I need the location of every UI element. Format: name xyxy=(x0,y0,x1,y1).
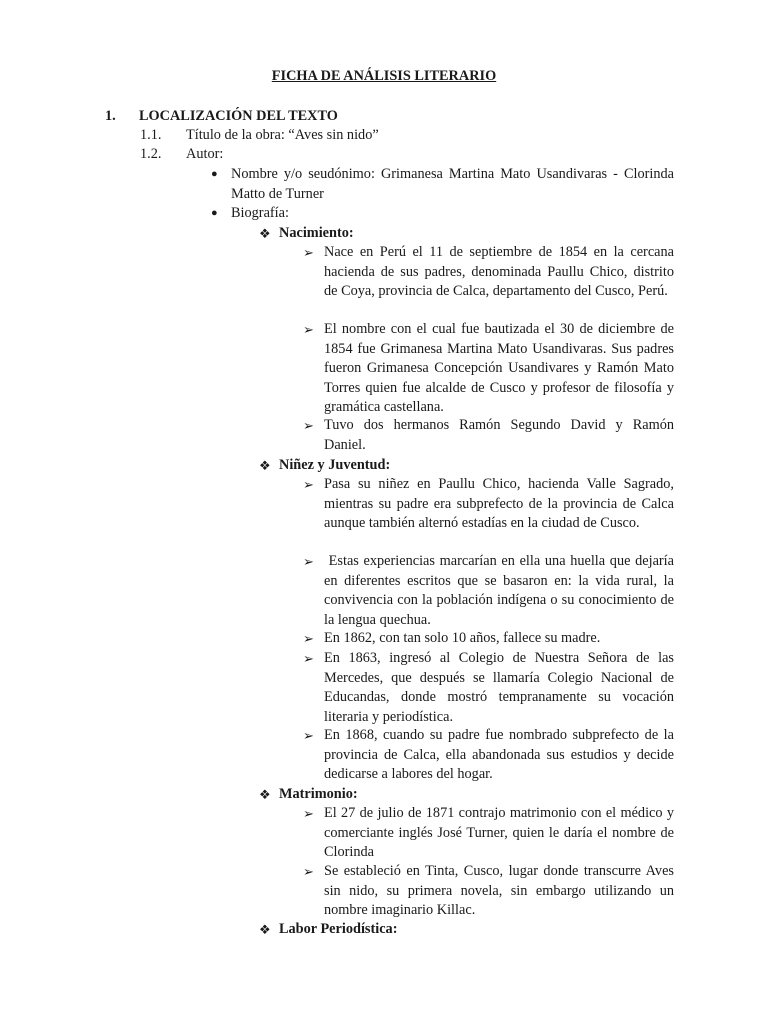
list-item: Tuvo dos hermanos Ramón Segundo David y Ramón Daniel. xyxy=(324,417,674,453)
subheading-matrimonio: Matrimonio: xyxy=(279,786,358,802)
item-number-1-1: 1.1. xyxy=(140,127,162,143)
list-item: En 1868, cuando su padre fue nombrado subprefecto de la provincia de Calca, ella abandonada sus estudios y decide dedicarse a labores del hogar. xyxy=(324,727,674,782)
list-item: Estas experiencias marcarían en ella una huella que dejaría en diferentes escritos que se basaron en: la vida rural, la convivencia con la población indígena o su conocimiento de la lengua quechua. xyxy=(324,553,678,628)
bullet-item-nombre: Nombre y/o seudónimo: Grimanesa Martina Mato Usandivaras - Clorinda Matto de Turner xyxy=(231,166,674,202)
list-item: El nombre con el cual fue bautizada el 30 de diciembre de 1854 fue Grimanesa Martina Mato Usandivaras. Sus padres fueron Grimanesa Concepción Usandivares y Ramón Mato Torres quien fue alcalde de Cusco y profesor de filosofía y gramática castellana. xyxy=(324,321,674,415)
section-number: 1. xyxy=(105,108,116,124)
list-item: Pasa su niñez en Paullu Chico, hacienda Valle Sagrado, mientras su padre era subprefecto de la provincia de Calca aunque también alternó estadías en la ciudad de Cusco. xyxy=(324,476,674,531)
arrow-icon: ➢ xyxy=(303,245,314,260)
subheading-ninez-juventud: Niñez y Juventud: xyxy=(279,457,391,473)
subheading-labor-periodistica: Labor Periodística: xyxy=(279,921,398,937)
diamond-icon: ❖ xyxy=(259,458,271,473)
list-item: En 1863, ingresó al Colegio de Nuestra Señora de las Mercedes, que después se llamaría Colegio Nacional de Educandas, donde mostró tempranamente su vocación literaria y periodística. xyxy=(324,650,674,725)
diamond-icon: ❖ xyxy=(259,787,271,802)
list-item: Se estableció en Tinta, Cusco, lugar donde transcurre Aves sin nido, su primera novela, sin embargo utilizando un nombre imaginario Killac. xyxy=(324,863,674,918)
arrow-icon: ➢ xyxy=(303,651,314,666)
document-title: FICHA DE ANÁLISIS LITERARIO xyxy=(271,68,497,84)
arrow-icon: ➢ xyxy=(303,864,314,879)
item-text-1-1: Título de la obra: “Aves sin nido” xyxy=(186,127,379,143)
list-item: Nace en Perú el 11 de septiembre de 1854 en la cercana hacienda de sus padres, denominada Paullu Chico, distrito de Coya, provincia de Calca, departamento del Cusco, Perú. xyxy=(324,244,674,299)
bullet-item-biografia: Biografía: xyxy=(231,205,289,221)
arrow-icon: ➢ xyxy=(303,322,314,337)
arrow-icon: ➢ xyxy=(303,477,314,492)
subheading-nacimiento: Nacimiento: xyxy=(279,225,354,241)
list-item: En 1862, con tan solo 10 años, fallece su madre. xyxy=(324,630,601,646)
arrow-icon: ➢ xyxy=(303,806,314,821)
item-text-1-2: Autor: xyxy=(186,146,224,162)
arrow-icon: ➢ xyxy=(303,554,314,569)
arrow-icon: ➢ xyxy=(303,728,314,743)
arrow-icon: ➢ xyxy=(303,631,314,646)
diamond-icon: ❖ xyxy=(259,226,271,241)
bullet-icon: ● xyxy=(211,168,218,180)
list-item: El 27 de julio de 1871 contrajo matrimonio con el médico y comerciante inglés José Turner, quien le daría el nombre de Clorinda xyxy=(324,805,674,860)
item-number-1-2: 1.2. xyxy=(140,146,162,162)
arrow-icon: ➢ xyxy=(303,418,314,433)
diamond-icon: ❖ xyxy=(259,922,271,937)
bullet-icon: ● xyxy=(211,207,218,219)
section-heading: LOCALIZACIÓN DEL TEXTO xyxy=(139,108,338,124)
